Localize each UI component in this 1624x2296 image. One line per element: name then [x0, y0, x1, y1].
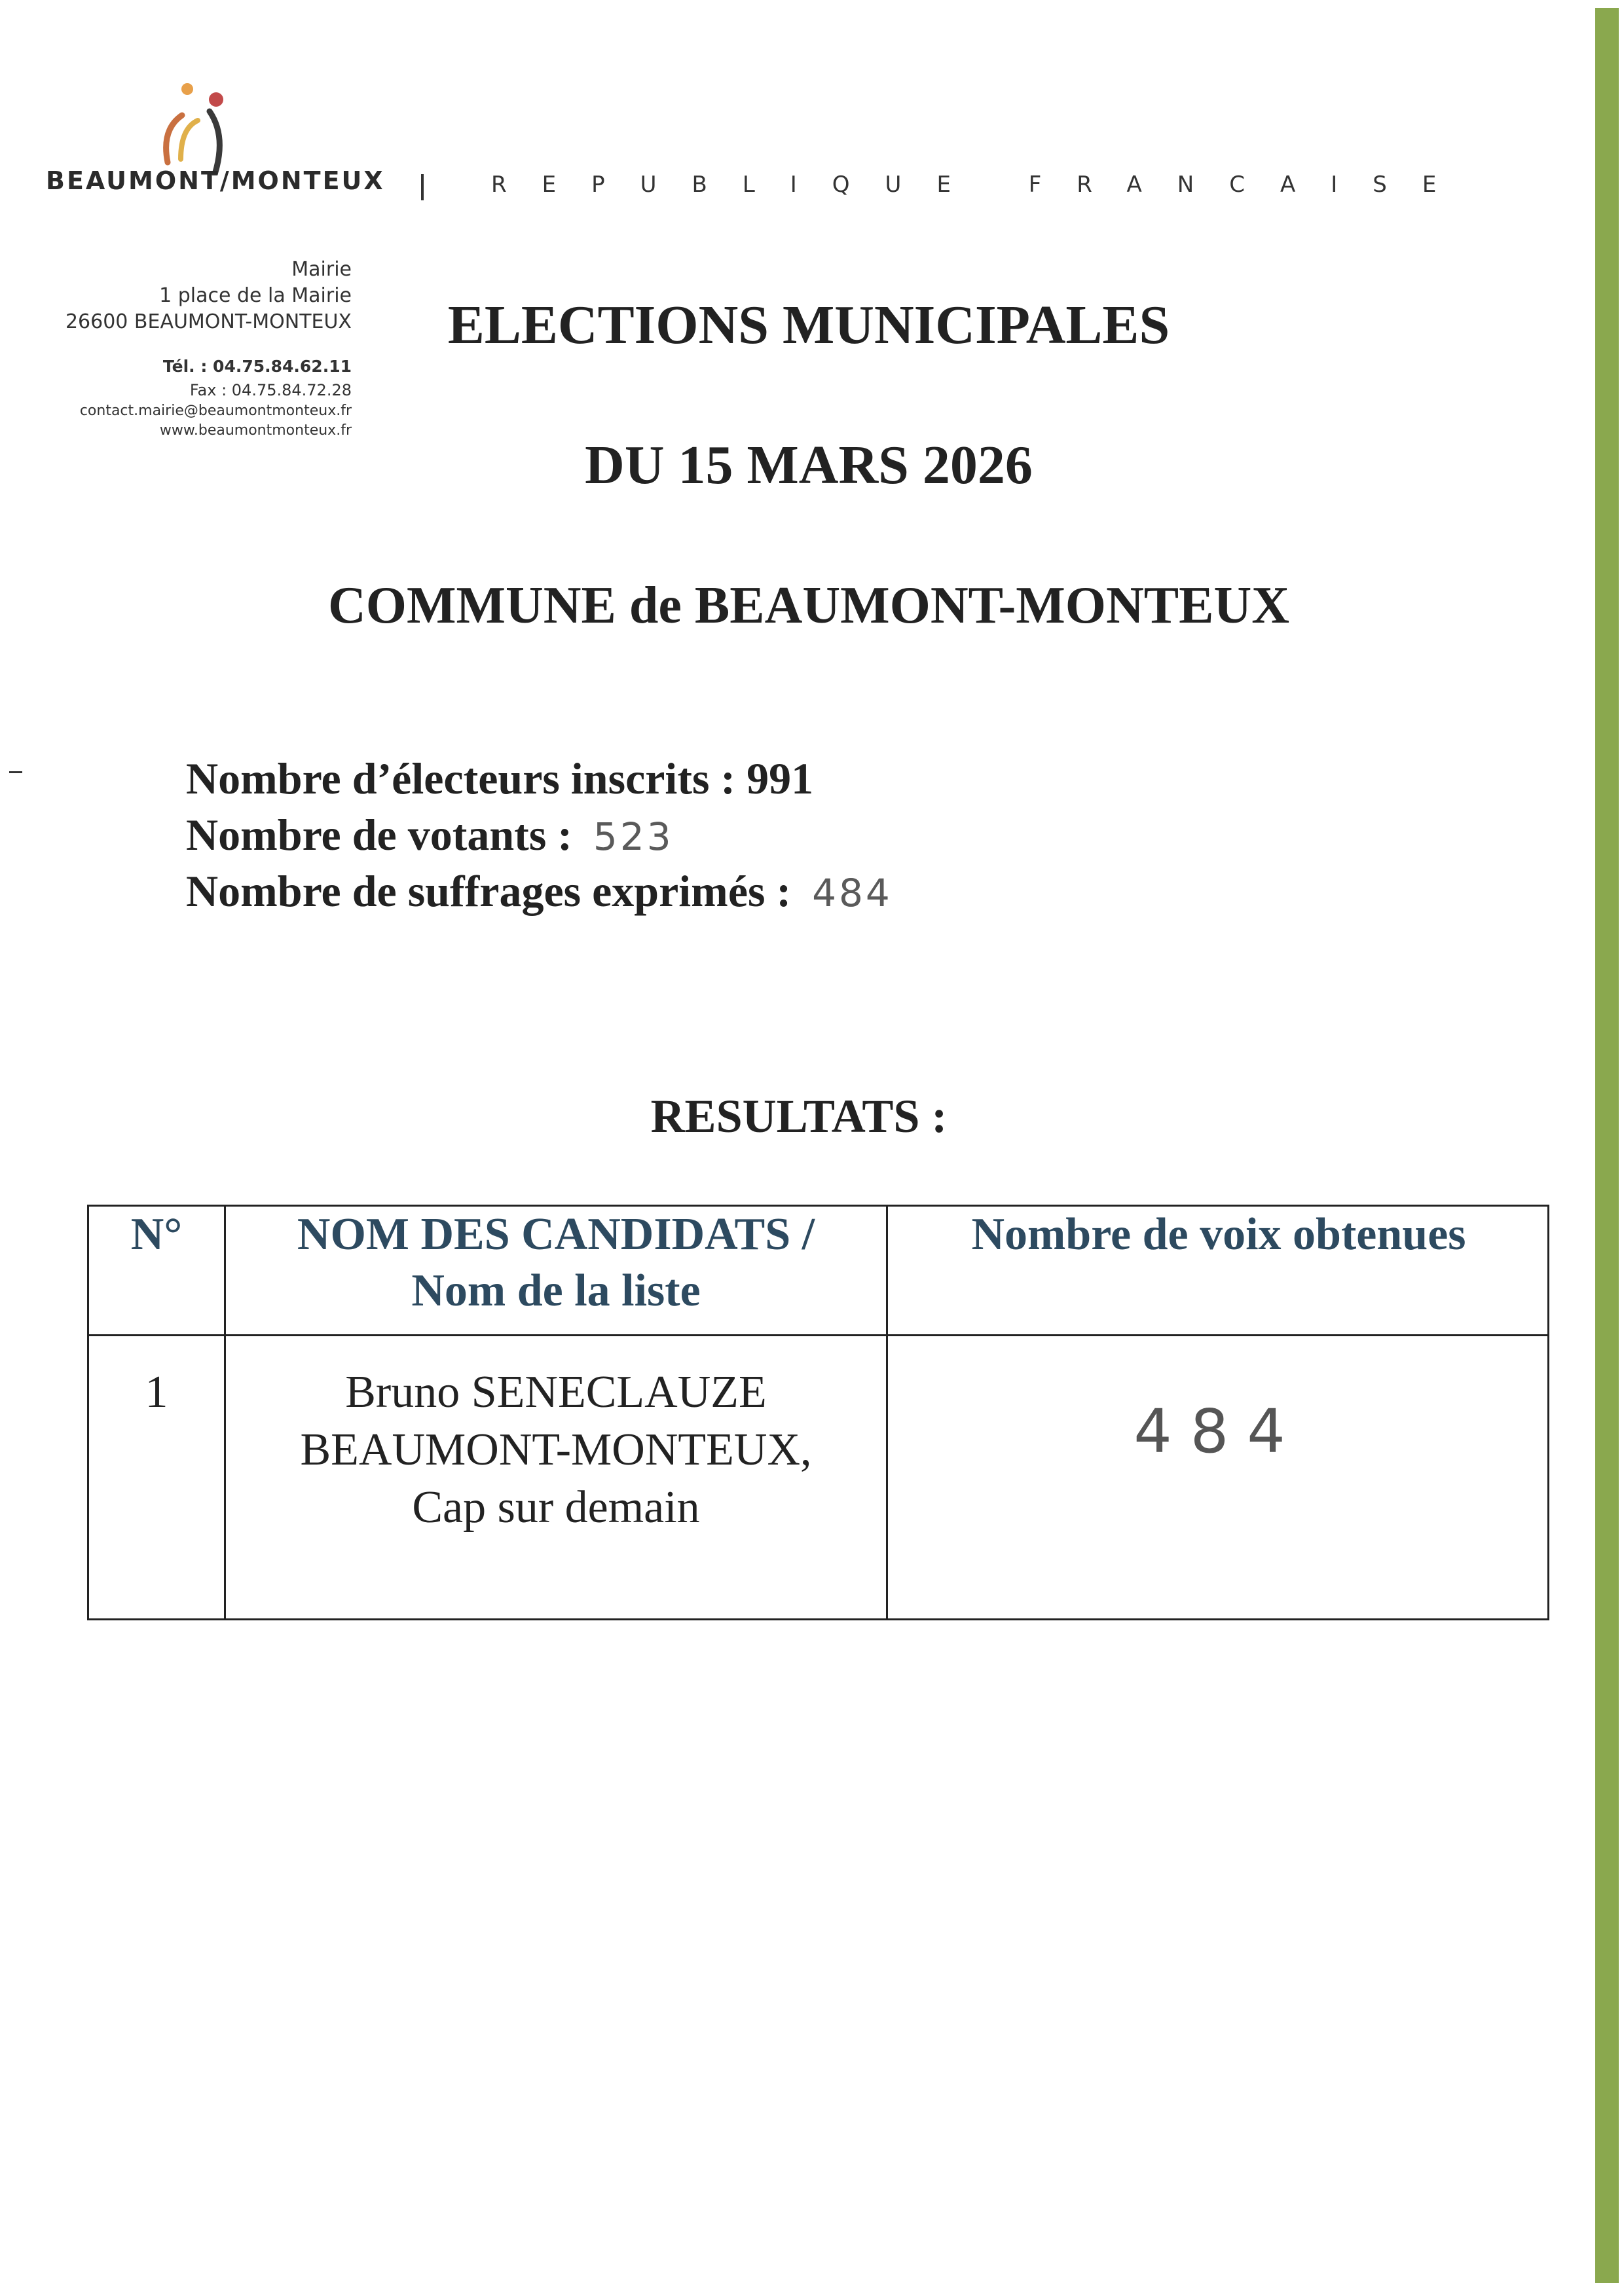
logo-mark [149, 77, 234, 175]
address-email: contact.mairie@beaumontmonteux.fr [79, 403, 352, 419]
logo-text: BEAUMONT/MONTEUX [46, 166, 385, 195]
address-website: www.beaumontmonteux.fr [159, 422, 352, 439]
column-header-candidates [226, 1207, 886, 1319]
stat-inscrits: Nombre d’électeurs inscrits : 991 [186, 754, 814, 803]
stat-exprimes [186, 866, 893, 917]
stat-exprimes-label: Nombre de suffrages exprimés : [186, 866, 792, 916]
row-1-list-line1: BEAUMONT-MONTEUX, [300, 1425, 812, 1475]
logo-dot-orange [181, 83, 193, 95]
row-1-candidate [226, 1364, 886, 1537]
row-1-votes-value: 484 [1134, 1396, 1304, 1467]
column-header-candidates-line1: NOM DES CANDIDATS / [297, 1209, 815, 1260]
address-line-2: 1 place de la Mairie [159, 284, 352, 307]
address-tel: Tél. : 04.75.84.62.11 [162, 357, 352, 376]
row-1-name: Bruno SENECLAUZE [345, 1367, 767, 1417]
row-1-list-line2: Cap sur demain [412, 1482, 700, 1533]
stat-votants-value: 523 [593, 814, 674, 859]
stat-votants-label: Nombre de votants : [186, 810, 572, 860]
row-1-num: 1 [145, 1367, 168, 1417]
column-header-votes: Nombre de voix obtenues [971, 1209, 1466, 1260]
header-separator [421, 174, 424, 200]
row-1-votes [888, 1396, 1549, 1467]
table-header-divider [89, 1334, 1547, 1336]
republique-francaise: REPUBLIQUE FRANCAISE [491, 172, 1472, 198]
commune-name: COMMUNE de BEAUMONT-MONTEUX [327, 577, 1290, 634]
column-header-candidates-line2: Nom de la liste [411, 1266, 701, 1316]
election-date: DU 15 MARS 2026 [585, 435, 1033, 496]
stat-votants [186, 809, 674, 861]
stat-exprimes-value: 484 [812, 871, 893, 915]
margin-dash [9, 771, 22, 773]
column-header-num: N° [130, 1209, 183, 1260]
logo-dot-red [209, 92, 223, 107]
address-line-1: Mairie [291, 258, 352, 281]
results-heading: RESULTATS : [650, 1090, 948, 1142]
address-line-3: 26600 BEAUMONT-MONTEUX [65, 310, 352, 333]
results-table [87, 1205, 1549, 1620]
page-title: ELECTIONS MUNICIPALES [447, 295, 1170, 355]
address-fax: Fax : 04.75.84.72.28 [189, 381, 352, 399]
